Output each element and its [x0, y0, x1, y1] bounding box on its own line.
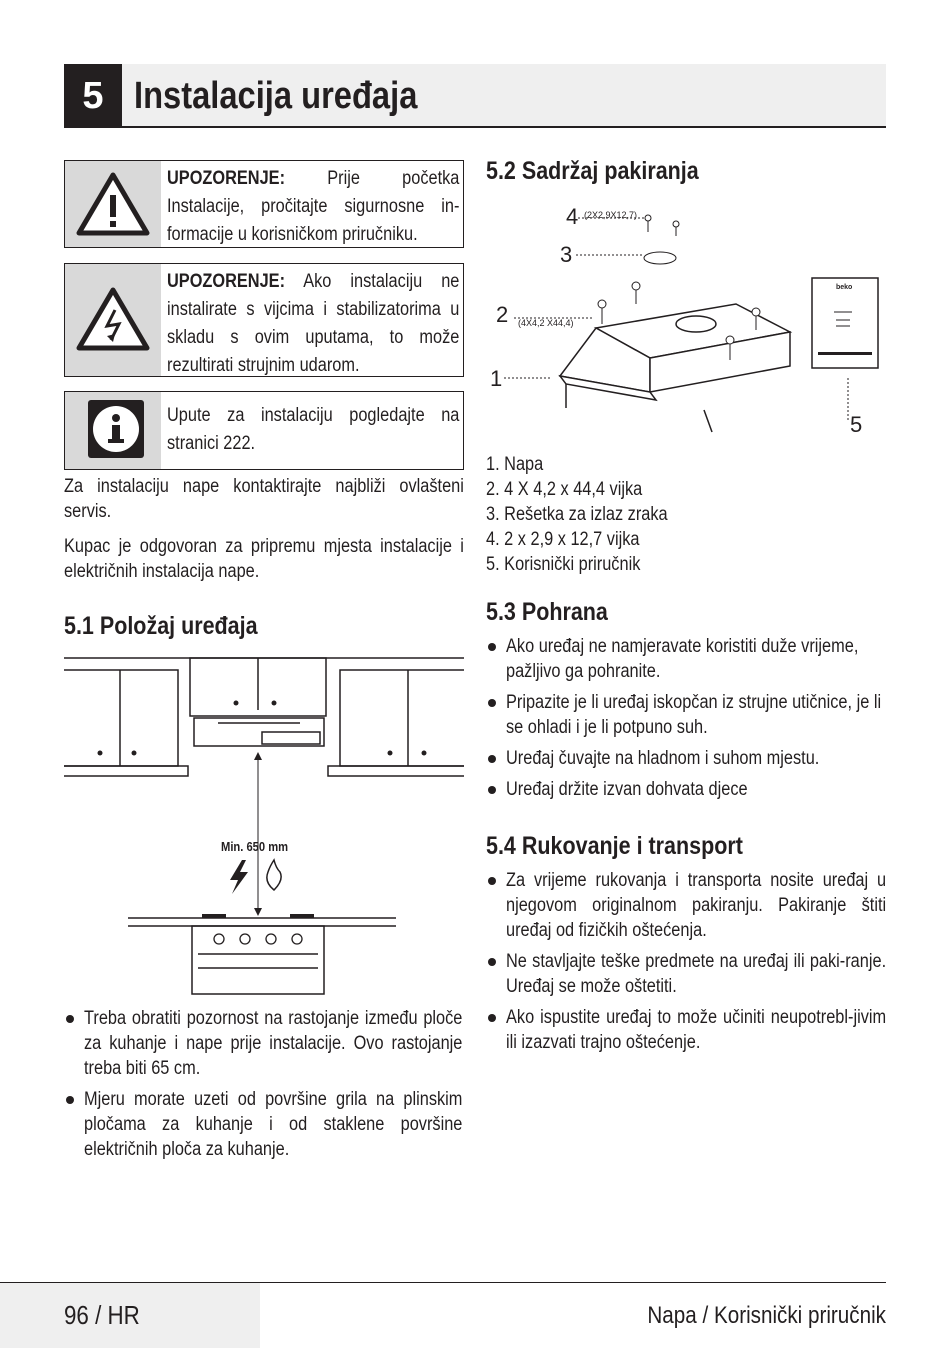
callout-3: 3 [560, 242, 573, 267]
list-item: 3. Rešetka za izlaz zraka [486, 504, 668, 525]
callout-1: 1 [490, 366, 503, 391]
section-5-2-title: 5.2 Sadržaj pakiranja [486, 157, 699, 185]
list-item: Ne stavljajte teške predmete na uređaj ili paki-ranje. Uređaj se može oštetiti. [486, 949, 886, 999]
callout-4: 4 [566, 204, 579, 229]
document-title: Napa / Korisnički priručnik [647, 1302, 886, 1329]
list-item: 2. 4 X 4,2 x 44,4 vijka [486, 479, 643, 500]
warning-box-1 [64, 160, 464, 248]
callout-5: 5 [850, 412, 863, 437]
list-item: Ako uređaj ne namjeravate koristiti duže vrijeme, pažljivo ga pohranite. [486, 634, 886, 684]
warning-text: Prije početka Instalacije, pročitajte sigurnosne in-formacije u korisničkom priručniku. [167, 168, 460, 245]
callout-2: 2 [496, 302, 509, 327]
callout-4-dim: (2X2,9X12,7) [584, 210, 638, 220]
callout-2-dim: (4X4,2 X44,4) [518, 318, 574, 328]
warning-label: UPOZORENJE: [167, 271, 286, 292]
list-item: Treba obratiti pozornost na rastojanje između ploče za kuhanje i nape prije instalacije. Ovo rastojanje treba biti 65 cm. [64, 1006, 464, 1081]
intro-paragraph: Kupac je odgovoran za pripremu mjesta instalacije i električnih instalacija nape. [64, 536, 464, 582]
section-5-3-bullets [486, 634, 886, 808]
page-number: 96 / HR [64, 1300, 140, 1330]
list-item: Ako ispustite uređaj to može učiniti neupotrebl-jivim ili izazvati trajno oštećenje. [486, 1005, 886, 1055]
list-item: Za vrijeme rukovanja i transporta nosite uređaj u njegovom originalnom pakiranju. Pakiranje štiti uređaj od fizičkih oštećenja. [486, 868, 886, 943]
section-5-4-bullets [486, 868, 886, 1061]
electric-shock-icon [65, 264, 161, 376]
list-item: Mjeru morate uzeti od površine grila na plinskim pločama za kuhanje i od staklene površine električnih ploča za kuhanje. [64, 1087, 464, 1162]
footer-divider [0, 1282, 886, 1283]
list-item: Uređaj držite izvan dohvata djece [486, 777, 886, 802]
info-text: Upute za instalaciju pogledajte na stranici 222. [167, 405, 460, 454]
list-item: 1. Napa [486, 454, 544, 475]
section-5-1-title: 5.1 Položaj uređaja [64, 612, 258, 640]
min-distance-label: Min. 650 mm [221, 839, 289, 854]
section-number: 5 [64, 64, 122, 128]
info-box [64, 391, 464, 470]
warning-box-2 [64, 263, 464, 377]
intro-paragraph: Za instalaciju nape kontaktirajte najbliži ovlašteni servis. [64, 476, 464, 522]
section-title: Instalacija uređaja [134, 75, 418, 117]
info-icon [65, 392, 161, 469]
list-item: 4. 2 x 2,9 x 12,7 vijka [486, 529, 640, 550]
warning-text: Ako instalaciju ne instalirate s vijcima i stabilizatorima u skladu s ovim uputama, to može rezultirati strujnim udarom. [167, 271, 460, 376]
list-item: Uređaj čuvajte na hladnom i suhom mjestu. [486, 746, 886, 771]
manual-brand-logo: beko [836, 284, 853, 291]
section-5-1-bullets [64, 1006, 464, 1168]
hood-position-diagram [64, 652, 464, 997]
package-contents-list [486, 452, 886, 577]
list-item: Pripazite je li uređaj iskopčan iz strujne utičnice, je li se ohladi i je li potpuno suh. [486, 690, 886, 740]
warning-triangle-icon [65, 161, 161, 247]
section-5-4-title: 5.4 Rukovanje i transport [486, 832, 743, 860]
section-5-3-title: 5.3 Pohrana [486, 598, 608, 626]
list-item: 5. Korisnički priručnik [486, 554, 641, 575]
warning-label: UPOZORENJE: [167, 168, 286, 189]
